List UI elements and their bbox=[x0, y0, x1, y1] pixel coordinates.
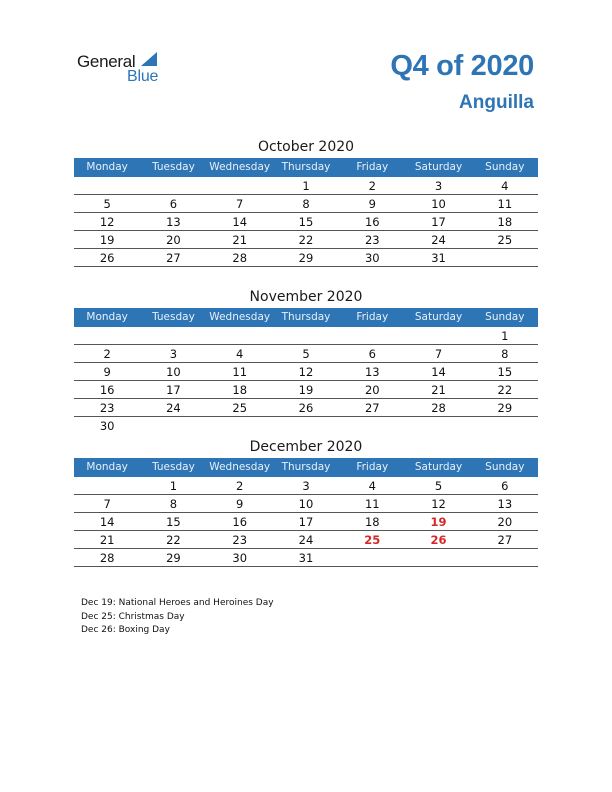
day-cell: 22 bbox=[166, 533, 181, 547]
weekday-label: Friday bbox=[356, 311, 389, 323]
day-cell: 19 bbox=[430, 515, 447, 529]
day-cell bbox=[472, 249, 538, 266]
weekday-label: Thursday bbox=[281, 161, 331, 173]
weekday-label: Monday bbox=[86, 161, 128, 173]
logo-text-blue: Blue bbox=[127, 68, 159, 85]
day-cell: 5 bbox=[302, 347, 310, 361]
weekday-label: Wednesday bbox=[209, 311, 271, 323]
day-cell: 1 bbox=[169, 479, 178, 493]
day-cell: 15 bbox=[298, 215, 314, 229]
day-cell: 24 bbox=[431, 233, 446, 247]
day-cell: 2 bbox=[103, 347, 111, 361]
week-row bbox=[74, 177, 538, 195]
week-row bbox=[74, 345, 538, 363]
day-cell bbox=[339, 417, 405, 434]
day-cell: 8 bbox=[169, 497, 178, 511]
day-cell: 30 bbox=[232, 551, 248, 565]
day-cell: 18 bbox=[364, 515, 380, 529]
day-cell bbox=[140, 177, 206, 194]
week-row bbox=[74, 549, 538, 567]
day-cell: 1 bbox=[501, 329, 509, 343]
day-cell: 23 bbox=[364, 233, 380, 247]
weekday-label: Saturday bbox=[414, 311, 463, 323]
day-cell: 28 bbox=[99, 551, 115, 565]
day-cell: 10 bbox=[431, 197, 446, 211]
weekday-label: Wednesday bbox=[209, 461, 271, 473]
week-row bbox=[74, 213, 538, 231]
weekday-label: Saturday bbox=[414, 161, 463, 173]
day-cell bbox=[405, 417, 471, 434]
weekday-label: Saturday bbox=[414, 461, 463, 473]
day-cell bbox=[74, 177, 140, 194]
day-cell: 9 bbox=[236, 497, 244, 511]
day-cell: 25 bbox=[232, 401, 248, 415]
day-cell: 11 bbox=[364, 497, 380, 511]
holiday-notes bbox=[81, 597, 274, 638]
day-cell: 13 bbox=[166, 215, 181, 229]
day-cell: 31 bbox=[298, 551, 314, 565]
day-cell: 24 bbox=[298, 533, 314, 547]
day-cell: 7 bbox=[434, 347, 443, 361]
day-cell: 14 bbox=[232, 215, 248, 229]
day-cell bbox=[74, 327, 140, 344]
day-cell bbox=[339, 327, 405, 344]
day-cell: 12 bbox=[298, 365, 314, 379]
day-cell: 9 bbox=[368, 197, 376, 211]
day-cell: 16 bbox=[364, 215, 380, 229]
weekday-label: Sunday bbox=[485, 311, 525, 323]
weekday-label: Friday bbox=[356, 461, 389, 473]
month-november bbox=[74, 286, 538, 434]
day-cell: 7 bbox=[103, 497, 111, 511]
day-cell: 3 bbox=[169, 347, 178, 361]
day-cell: 13 bbox=[364, 365, 380, 379]
week-row bbox=[74, 495, 538, 513]
week-row bbox=[74, 417, 538, 434]
week-row bbox=[74, 327, 538, 345]
weekday-label: Thursday bbox=[281, 461, 331, 473]
weekday-label: Sunday bbox=[485, 461, 525, 473]
day-cell: 24 bbox=[166, 401, 181, 415]
day-cell: 29 bbox=[497, 401, 513, 415]
week-row bbox=[74, 231, 538, 249]
month-october bbox=[74, 136, 538, 267]
month-december bbox=[74, 436, 538, 567]
day-cell: 18 bbox=[497, 215, 513, 229]
day-cell: 10 bbox=[298, 497, 314, 511]
day-cell bbox=[74, 477, 140, 494]
month-title: October 2020 bbox=[257, 139, 355, 155]
day-cell bbox=[207, 327, 273, 344]
month-title: December 2020 bbox=[249, 439, 363, 455]
day-cell: 27 bbox=[497, 533, 513, 547]
day-cell: 27 bbox=[364, 401, 380, 415]
day-cell: 28 bbox=[431, 401, 446, 415]
day-cell: 4 bbox=[236, 347, 244, 361]
day-cell bbox=[273, 327, 339, 344]
day-cell: 3 bbox=[434, 179, 443, 193]
weekday-label: Thursday bbox=[281, 311, 331, 323]
week-row bbox=[74, 249, 538, 267]
day-cell: 30 bbox=[99, 419, 115, 433]
day-cell: 20 bbox=[364, 383, 380, 397]
day-cell bbox=[472, 549, 538, 566]
day-cell: 9 bbox=[103, 365, 111, 379]
day-cell: 4 bbox=[368, 479, 376, 493]
day-cell: 29 bbox=[298, 251, 314, 265]
day-cell: 21 bbox=[431, 383, 446, 397]
holiday-note: Dec 25: Christmas Day bbox=[81, 611, 185, 622]
day-cell: 12 bbox=[99, 215, 115, 229]
day-cell: 7 bbox=[236, 197, 244, 211]
day-cell: 29 bbox=[166, 551, 181, 565]
day-cell: 25 bbox=[497, 233, 513, 247]
day-cell bbox=[472, 417, 538, 434]
day-cell: 12 bbox=[431, 497, 446, 511]
day-cell: 27 bbox=[166, 251, 181, 265]
weekday-label: Friday bbox=[356, 161, 389, 173]
day-cell: 23 bbox=[232, 533, 248, 547]
day-cell: 28 bbox=[232, 251, 248, 265]
day-cell: 26 bbox=[99, 251, 115, 265]
month-title: November 2020 bbox=[249, 289, 363, 305]
day-cell: 2 bbox=[368, 179, 376, 193]
day-cell: 6 bbox=[169, 197, 178, 211]
day-cell: 20 bbox=[497, 515, 513, 529]
weekday-label: Wednesday bbox=[209, 161, 271, 173]
day-cell: 5 bbox=[434, 479, 443, 493]
logo-text-general: General bbox=[77, 52, 136, 71]
day-cell bbox=[273, 417, 339, 434]
weekday-label: Monday bbox=[86, 461, 128, 473]
day-cell: 6 bbox=[368, 347, 376, 361]
page-title: Q4 of 2020 bbox=[390, 50, 534, 82]
day-cell bbox=[140, 327, 206, 344]
week-row bbox=[74, 195, 538, 213]
day-cell bbox=[339, 549, 405, 566]
day-cell bbox=[140, 417, 206, 434]
weekday-header bbox=[74, 308, 538, 327]
week-row bbox=[74, 381, 538, 399]
weekday-label: Monday bbox=[86, 311, 128, 323]
day-cell: 17 bbox=[431, 215, 446, 229]
day-cell: 20 bbox=[166, 233, 181, 247]
day-cell: 8 bbox=[501, 347, 509, 361]
day-cell: 1 bbox=[302, 179, 310, 193]
day-cell: 8 bbox=[302, 197, 310, 211]
day-cell: 16 bbox=[232, 515, 248, 529]
country-name: Anguilla bbox=[459, 92, 534, 113]
day-cell: 18 bbox=[232, 383, 248, 397]
week-row bbox=[74, 477, 538, 495]
day-cell: 11 bbox=[232, 365, 248, 379]
day-cell: 16 bbox=[99, 383, 115, 397]
day-cell: 22 bbox=[298, 233, 314, 247]
day-cell: 19 bbox=[298, 383, 314, 397]
day-cell bbox=[405, 327, 471, 344]
day-cell: 21 bbox=[99, 533, 115, 547]
day-cell: 14 bbox=[431, 365, 446, 379]
day-cell: 2 bbox=[236, 479, 244, 493]
day-cell: 30 bbox=[364, 251, 380, 265]
week-row bbox=[74, 399, 538, 417]
day-cell: 14 bbox=[99, 515, 115, 529]
day-cell: 25 bbox=[364, 533, 381, 547]
week-row bbox=[74, 363, 538, 381]
weekday-label: Tuesday bbox=[152, 461, 195, 473]
weekday-label: Tuesday bbox=[152, 161, 195, 173]
weekday-label: Sunday bbox=[485, 161, 525, 173]
day-cell: 10 bbox=[166, 365, 181, 379]
day-cell: 22 bbox=[497, 383, 513, 397]
day-cell: 13 bbox=[497, 497, 513, 511]
day-cell: 3 bbox=[302, 479, 310, 493]
holiday-note: Dec 19: National Heroes and Heroines Day bbox=[81, 598, 274, 608]
day-cell: 15 bbox=[497, 365, 513, 379]
weekday-header bbox=[74, 458, 538, 477]
day-cell: 5 bbox=[103, 197, 111, 211]
day-cell: 11 bbox=[497, 197, 513, 211]
week-row bbox=[74, 513, 538, 531]
day-cell: 26 bbox=[430, 533, 447, 547]
holiday-note: Dec 26: Boxing Day bbox=[81, 625, 170, 635]
brand-logo bbox=[77, 52, 187, 92]
day-cell: 17 bbox=[298, 515, 314, 529]
day-cell bbox=[207, 177, 273, 194]
week-row bbox=[74, 531, 538, 549]
day-cell: 6 bbox=[501, 479, 509, 493]
day-cell: 15 bbox=[166, 515, 181, 529]
day-cell: 4 bbox=[501, 179, 509, 193]
weekday-label: Tuesday bbox=[152, 311, 195, 323]
day-cell bbox=[207, 417, 273, 434]
day-cell: 23 bbox=[99, 401, 115, 415]
day-cell: 17 bbox=[166, 383, 181, 397]
day-cell: 21 bbox=[232, 233, 248, 247]
day-cell: 26 bbox=[298, 401, 314, 415]
day-cell: 19 bbox=[99, 233, 115, 247]
logo-triangle-icon bbox=[141, 52, 157, 66]
day-cell bbox=[405, 549, 471, 566]
weekday-header bbox=[74, 158, 538, 177]
day-cell: 31 bbox=[431, 251, 446, 265]
